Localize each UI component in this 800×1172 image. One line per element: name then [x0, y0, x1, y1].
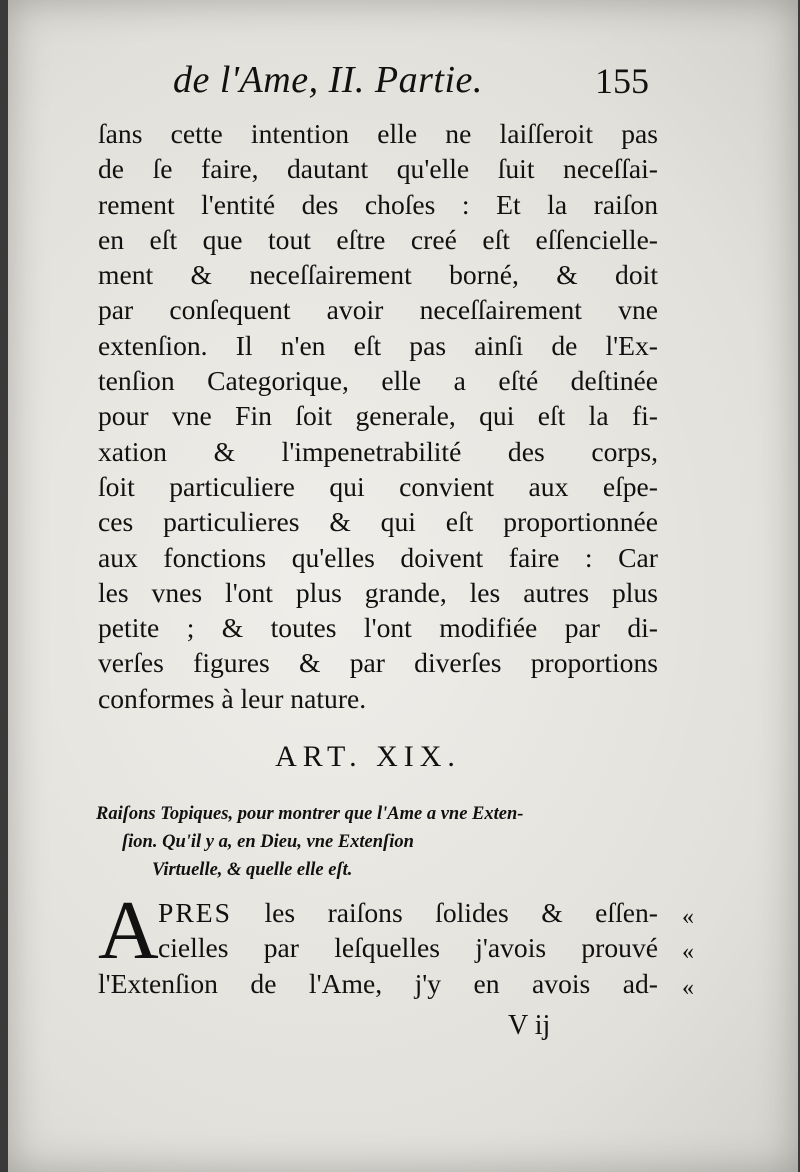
- text-line: par conſequent avoir neceſſairement vne: [98, 294, 658, 326]
- page-number: 155: [595, 61, 649, 101]
- quote-mark: «: [682, 939, 694, 966]
- quote-mark: «: [682, 974, 694, 1001]
- text-line: cielles par leſquelles j'avois prouvé: [158, 932, 658, 964]
- summary-line: ſion. Qu'il y a, en Dieu, vne Extenſion: [122, 832, 414, 852]
- article-heading: ART. XIX.: [275, 740, 461, 773]
- text-line: ces particulieres & qui eſt proportionnée: [98, 506, 658, 538]
- text-line: conformes à leur nature.: [98, 682, 367, 714]
- text-line: ment & neceſſairement borné, & doit: [98, 259, 658, 291]
- text-line: ſans cette intention elle ne laiſſeroit pas: [98, 118, 658, 149]
- article-summary: [96, 800, 656, 884]
- text-line: les vnes l'ont plus grande, les autres plus: [98, 576, 658, 608]
- text-line: xation & l'impenetrabilité des corps,: [98, 435, 658, 467]
- continuation-paragraph: [98, 884, 658, 1001]
- text-line: petite ; & toutes l'ont modifiée par di-: [98, 612, 658, 644]
- running-head: de l'Ame, II. Partie.: [173, 59, 483, 101]
- text-line: en eſt que tout eſtre creé eſt eſſencielle-: [98, 223, 658, 255]
- book-page: [8, 0, 798, 1172]
- text-line: tenſion Categorique, elle a eſté deſtinée: [98, 365, 658, 397]
- text-line-rest: les raiſons ſolides & eſſen-: [231, 897, 658, 928]
- text-line: aux fonctions qu'elles doivent faire : Car: [98, 541, 658, 573]
- margin-quote-marks: [682, 900, 694, 1006]
- drop-cap: A: [98, 884, 159, 977]
- summary-line: Virtuelle, & quelle elle eſt.: [152, 860, 353, 880]
- main-paragraph: [98, 116, 658, 716]
- first-word: PRES: [158, 897, 232, 928]
- text-line: [98, 895, 658, 930]
- text-line: pour vne Fin ſoit generale, qui eſt la fi-: [98, 400, 658, 432]
- signature-mark: V ij: [508, 1010, 551, 1041]
- text-line: l'Extenſion de l'Ame, j'y en avois ad-: [98, 967, 658, 999]
- text-line: de ſe faire, dautant qu'elle ſuit neceſſai-: [98, 153, 658, 185]
- summary-line: Raiſons Topiques, pour montrer que l'Ame a vne Exten-: [96, 804, 524, 824]
- text-line: rement l'entité des choſes : Et la raiſon: [98, 188, 658, 220]
- quote-mark: «: [682, 904, 694, 930]
- text-line: ſoit particuliere qui convient aux eſpe-: [98, 470, 658, 502]
- text-line: extenſion. Il n'en eſt pas ainſi de l'Ex-: [98, 329, 658, 361]
- text-line: verſes figures & par diverſes proportions: [98, 647, 658, 679]
